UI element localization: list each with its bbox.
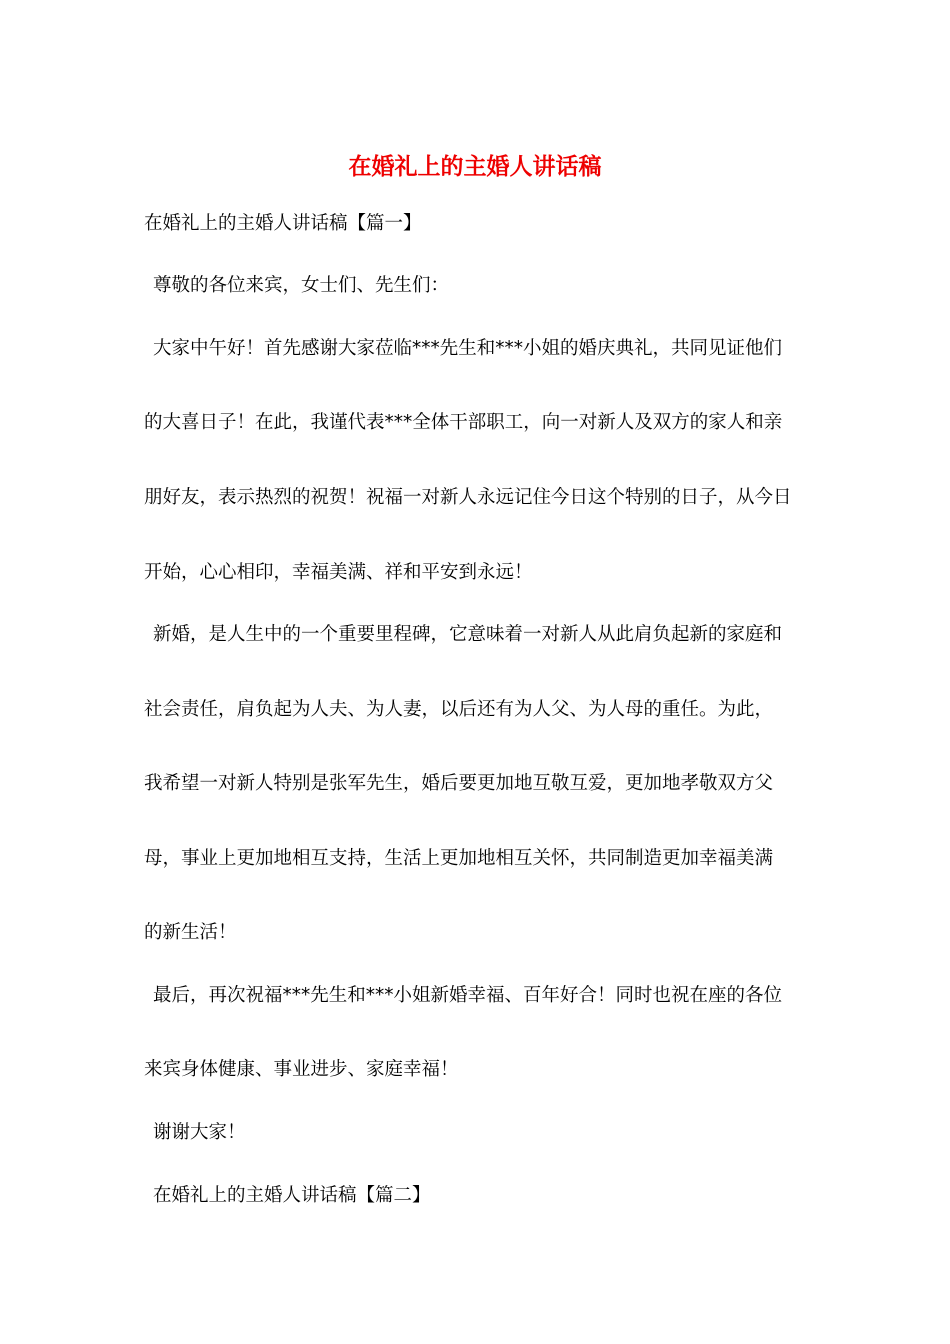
paragraph-line: 朋好友，表示热烈的祝贺！祝福一对新人永远记住今日这个特别的日子，从今日 <box>144 487 792 508</box>
paragraph-line: 来宾身体健康、事业进步、家庭幸福！ <box>144 1059 459 1080</box>
section-heading-2: 在婚礼上的主婚人讲话稿【篇二】 <box>153 1185 431 1206</box>
paragraph-line: 新婚，是人生中的一个重要里程碑，它意味着一对新人从此肩负起新的家庭和 <box>153 624 783 645</box>
closing-line: 谢谢大家！ <box>153 1122 246 1143</box>
paragraph-line: 的大喜日子！在此，我谨代表***全体干部职工，向一对新人及双方的家人和亲 <box>144 412 783 433</box>
paragraph-line: 开始，心心相印，幸福美满、祥和平安到永远！ <box>144 562 533 583</box>
document-title: 在婚礼上的主婚人讲话稿 <box>348 153 602 180</box>
paragraph-line: 大家中午好！首先感谢大家莅临***先生和***小姐的婚庆典礼，共同见证他们 <box>153 338 783 359</box>
section-heading-1: 在婚礼上的主婚人讲话稿【篇一】 <box>144 213 422 234</box>
greeting: 尊敬的各位来宾，女士们、先生们： <box>153 275 450 296</box>
paragraph-line: 社会责任，肩负起为人夫、为人妻，以后还有为人父、为人母的重任。为此， <box>144 699 774 720</box>
paragraph-line: 母，事业上更加地相互支持，生活上更加地相互关怀，共同制造更加幸福美满 <box>144 848 774 869</box>
paragraph-line: 的新生活！ <box>144 922 237 943</box>
paragraph-line: 我希望一对新人特别是张军先生，婚后要更加地互敬互爱，更加地孝敬双方父 <box>144 773 774 794</box>
paragraph-line: 最后，再次祝福***先生和***小姐新婚幸福、百年好合！同时也祝在座的各位 <box>153 985 783 1006</box>
